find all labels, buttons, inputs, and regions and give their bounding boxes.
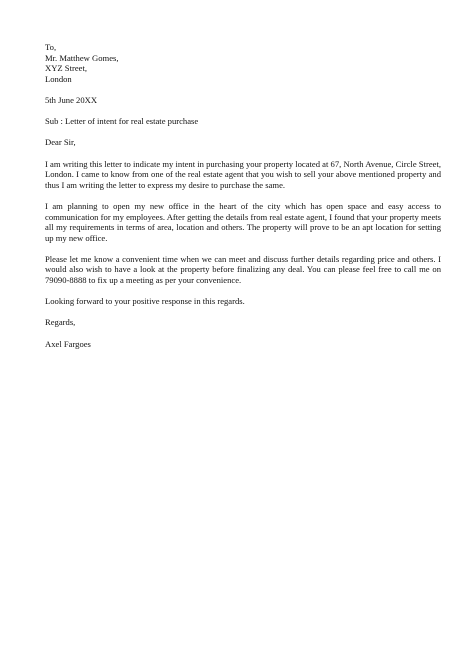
closing: Regards, (45, 317, 76, 328)
address-line: To, (45, 42, 57, 52)
body-paragraph: I am planning to open my new office in the heart of the city which has open space and easy access to communication for my employees. After getting the details from real estate agent, I found that your property meets all my requirements in terms of area, location and others. The property will prove to be an apt location for setting up my new office. (45, 200, 441, 243)
letter-subject: Sub : Letter of intent for real estate purchase (45, 116, 199, 127)
letter-date: 5th June 20XX (45, 94, 98, 105)
address-line: Mr. Matthew Gomes, (45, 52, 119, 63)
signature-name: Axel Fargoes (45, 338, 91, 349)
body-paragraph: Looking forward to your positive response in this regards. (45, 296, 245, 307)
recipient-address (45, 42, 441, 84)
address-line: London (45, 73, 72, 84)
letter-body (45, 42, 441, 349)
salutation: Dear Sir, (45, 137, 76, 148)
body-paragraph: I am writing this letter to indicate my intent in purchasing your property located at 67, North Avenue, Circle Street, London. I came to know from one of the real estate agent that you wish to sell your above mentioned property and thus I am writing the letter to express my desire to purchase the same. (45, 158, 441, 190)
address-line: XYZ Street, (45, 63, 88, 74)
body-paragraph: Please let me know a convenient time when we can meet and discuss further details regarding price and others. I would also wish to have a look at the property before finalizing any deal. You can please feel free to call me on 79090-8888 to fix up a meeting as per your convenience. (45, 253, 441, 286)
